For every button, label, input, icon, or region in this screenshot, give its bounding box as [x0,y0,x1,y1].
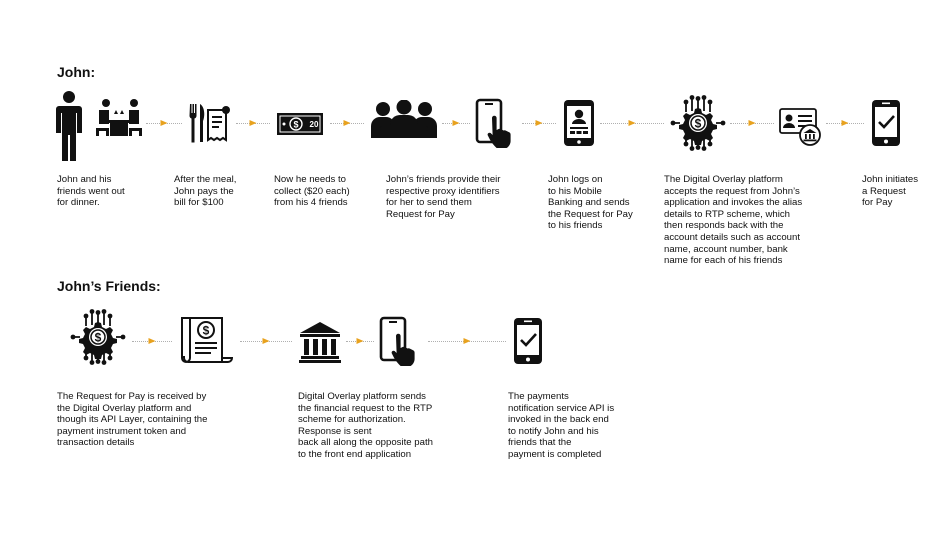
banknote-icon [276,112,324,136]
section-title-john: John: [57,64,96,80]
friends-connector-2 [240,341,292,342]
arrow-dot-icon [453,120,460,126]
john-step-1-caption: John and his friends went out for dinner. [57,174,125,209]
banknote-value: 20 [309,120,319,129]
bank-mobile-icon [378,316,422,366]
arrow-dot-icon [464,338,471,344]
friends-step-3-caption: The payments notification service API is invoked in the back end to notify John and his friends that the payment is completed [508,391,615,460]
arrow-dot-icon [357,338,364,344]
meal-bill-icon [188,102,232,144]
john-step-6-caption: The Digital Overlay platform accepts the request from John’s application and invokes the alias details to RTP scheme, which then responds back with the account details such as account name, account number, bank name for each of his friends [664,174,803,267]
john-connector-7 [730,123,774,124]
john-connector-6 [600,123,664,124]
section-title-friends: John’s Friends: [57,278,161,294]
friends-phone-check-icon [512,316,544,366]
person-dinner-icon [54,90,144,162]
svg-text:$: $ [694,116,702,131]
john-connector-2 [236,123,270,124]
john-step-4-caption: John’s friends provide their respective proxy identifiers for her to send them Request for Pay [386,174,501,220]
john-connector-1 [146,123,182,124]
john-connector-3 [330,123,364,124]
mobile-banking-icon [562,98,596,148]
john-step-5-caption: John logs on to his Mobile Banking and sends the Request for Pay to his friends [548,174,633,232]
john-connector-4 [442,123,470,124]
invoice-dollar-icon [178,312,234,370]
arrow-dot-icon [842,120,849,126]
arrow-dot-icon [161,120,168,126]
friends-step-1-caption: The Request for Pay is received by the Digital Overlay platform and though its API Layer, containing the payment instrument token and transaction details [57,391,208,449]
arrow-dot-icon [749,120,756,126]
phone-check-icon [870,98,902,148]
mobile-touch-icon [474,98,518,148]
john-step-3-caption: Now he needs to collect ($20 each) from his 4 friends [274,174,350,209]
svg-text:$: $ [293,119,299,130]
john-step-7-caption: John initiates a Request for Pay [862,174,918,209]
friends-connector-4 [428,341,506,342]
arrow-dot-icon [263,338,270,344]
john-connector-8 [826,123,864,124]
john-connector-5 [522,123,556,124]
arrow-dot-icon [250,120,257,126]
arrow-dot-icon [629,120,636,126]
john-step-2-caption: After the meal, John pays the bill for $100 [174,174,237,209]
friends-connector-3 [346,341,374,342]
friends-gear-dollar-icon [70,308,126,366]
svg-text:$: $ [94,330,102,345]
arrow-dot-icon [344,120,351,126]
arrow-dot-icon [536,120,543,126]
friends-step-2-caption: Digital Overlay platform sends the financial request to the RTP scheme for authorization. Response is sent back all along the opposite path to the front end application [298,391,433,460]
account-details-icon [778,106,822,146]
group-people-icon [370,100,438,140]
bank-building-icon [298,320,342,364]
friends-connector-1 [132,341,172,342]
svg-text:$: $ [202,323,210,338]
gear-dollar-icon [670,94,726,152]
arrow-dot-icon [149,338,156,344]
